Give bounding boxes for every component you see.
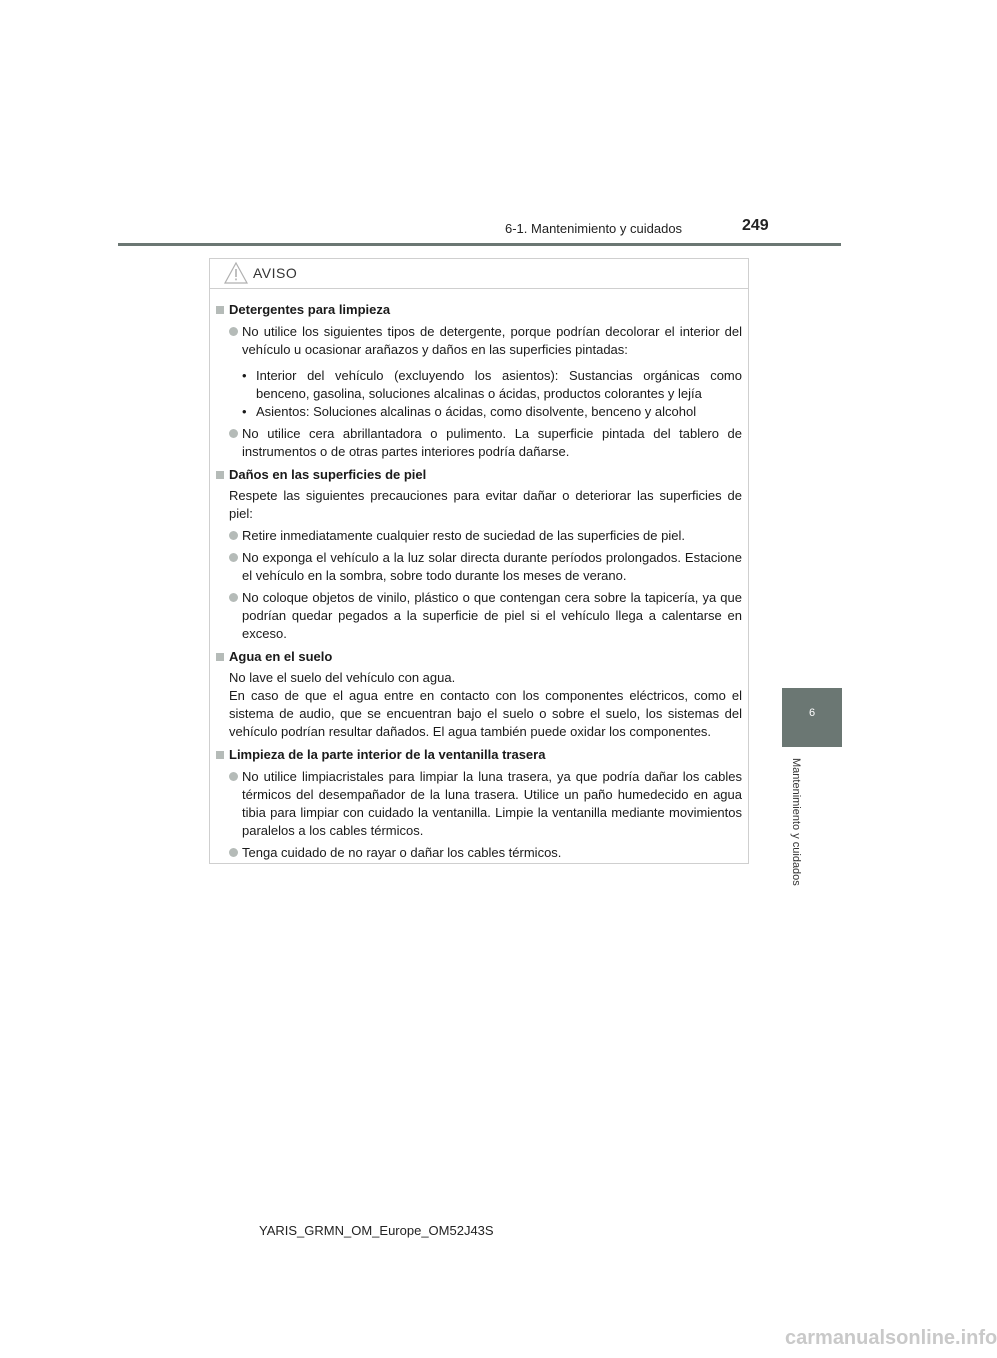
bullet-dot-icon: •	[242, 368, 247, 383]
item-text: No exponga el vehículo a la luz solar directa durante períodos prolongados. Estacione el vehículo en la sombra, sobre todo durante los meses de verano.	[242, 550, 742, 583]
warning-title: AVISO	[253, 265, 298, 281]
sub-item-text: Asientos: Soluciones alcalinas o ácidas, como disolvente, benceno y alcohol	[256, 404, 697, 419]
circle-bullet-icon	[229, 848, 238, 857]
section-floor-water	[216, 648, 742, 741]
circle-bullet-icon	[229, 553, 238, 562]
square-bullet-icon	[216, 306, 224, 314]
list-item	[229, 768, 742, 840]
section-title: Detergentes para limpieza	[229, 302, 391, 317]
section-intro: Respete las siguientes precauciones para evitar dañar o deteriorar las superficies de piel:	[229, 488, 742, 521]
circle-bullet-icon	[229, 531, 238, 540]
item-text: Tenga cuidado de no rayar o dañar los cables térmicos.	[242, 845, 562, 860]
list-item	[229, 844, 742, 862]
warning-box	[209, 258, 749, 864]
chapter-tab[interactable]	[782, 688, 842, 747]
warning-body	[210, 289, 748, 862]
list-item	[229, 589, 742, 643]
item-text: No coloque objetos de vinilo, plástico o que contengan cera sobre la tapicería, ya que podrían quedar pegados a la superficie de piel si el vehículo llega a calentarse en exceso.	[242, 590, 742, 641]
circle-bullet-icon	[229, 327, 238, 336]
watermark: carmanualsonline.info	[785, 1327, 997, 1349]
section-leather	[216, 466, 742, 643]
square-bullet-icon	[216, 751, 224, 759]
sub-item	[229, 367, 742, 403]
item-text: No utilice cera abrillantadora o pulimento. La superficie pintada del tablero de instrumentos o de otras partes interiores podría dañarse.	[242, 426, 742, 459]
circle-bullet-icon	[229, 429, 238, 438]
item-text: No utilice los siguientes tipos de detergente, porque podrían decolorar el interior del vehículo u ocasionar arañazos y daños en las superficies pintadas:	[242, 324, 742, 357]
warning-header	[210, 259, 748, 289]
document-code: YARIS_GRMN_OM_Europe_OM52J43S	[259, 1223, 494, 1238]
sub-item-text: Interior del vehículo (excluyendo los asientos): Sustancias orgánicas como benceno, gasolina, soluciones alcalinas o ácidas, productos colorantes y lejía	[256, 368, 742, 401]
section-title: Limpieza de la parte interior de la ventanilla trasera	[229, 747, 546, 762]
chapter-label: Mantenimiento y cuidados	[790, 758, 802, 886]
item-text: No utilice limpiacristales para limpiar la luna trasera, ya que podría dañar los cables térmicos del desempañador de la luna trasera. Utilice un paño humedecido en agua tibia para limpiar con cuidado la ventanilla. Limpie la ventanilla mediante movimientos paralelos a los cables térmicos.	[242, 769, 742, 838]
section-rear-window	[216, 746, 742, 862]
section-title: Daños en las superficies de piel	[229, 467, 427, 482]
header-rule	[118, 243, 841, 246]
section-intro-continued: En caso de que el agua entre en contacto con los componentes eléctricos, como el sistema de audio, que se encuentran bajo el suelo o sobre el suelo, los sistemas del vehículo podrían resultar dañados. El agua también puede oxidar los componentes.	[229, 688, 742, 739]
section-detergents	[216, 301, 742, 461]
list-item	[229, 527, 742, 545]
chapter-number: 6	[808, 707, 816, 719]
square-bullet-icon	[216, 653, 224, 661]
circle-bullet-icon	[229, 593, 238, 602]
square-bullet-icon	[216, 471, 224, 479]
page-number: 249	[742, 217, 769, 234]
warning-triangle-icon	[224, 262, 248, 284]
list-item	[229, 425, 742, 461]
sub-item	[229, 403, 742, 421]
item-text: Retire inmediatamente cualquier resto de suciedad de las superficies de piel.	[242, 528, 685, 543]
section-title: Agua en el suelo	[229, 649, 333, 664]
section-intro: No lave el suelo del vehículo con agua.	[229, 670, 456, 685]
bullet-dot-icon: •	[242, 404, 247, 419]
circle-bullet-icon	[229, 772, 238, 781]
list-item	[229, 323, 742, 359]
list-item	[229, 549, 742, 585]
section-heading: 6-1. Mantenimiento y cuidados	[505, 221, 683, 236]
